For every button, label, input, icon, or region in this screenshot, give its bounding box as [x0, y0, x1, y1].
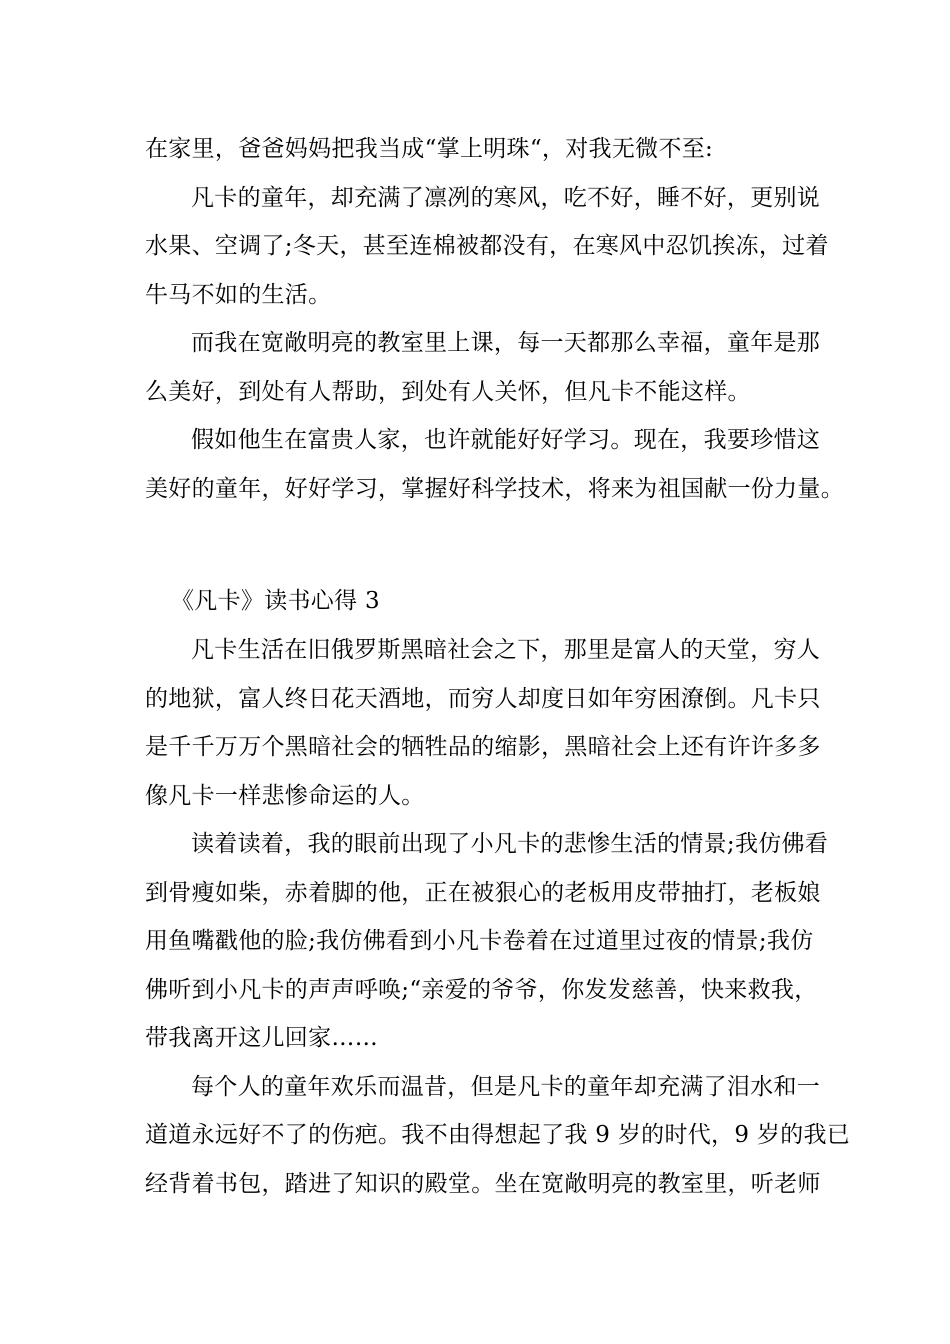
text-line: 的地狱，富人终日花天酒地，而穷人却度日如年穷困潦倒。凡卡只	[145, 685, 821, 712]
section-heading-block	[145, 577, 825, 626]
text-line: 读着读着，我的眼前出现了小凡卡的悲惨生活的情景;我仿佛看	[191, 831, 829, 857]
text-line: 经背着书包，踏进了知识的殿堂。坐在宽敞明亮的教室里，听老师	[145, 1170, 821, 1197]
text-block-lower	[145, 626, 851, 1208]
text-line: 而我在宽敞明亮的教室里上课，每一天都那么幸福，童年是那	[191, 330, 821, 356]
text-line: 凡卡的童年，却充满了凛冽的寒风，吃不好，睡不好，更别说	[191, 184, 821, 211]
text-block-upper	[145, 125, 844, 513]
text-line: 到骨瘦如柴，赤着脚的他，正在被狠心的老板用皮带抽打，老板娘	[145, 879, 821, 906]
text-line: 美好的童年，好好学习，掌握好科学技术，将来为祖国献一份力量。	[145, 475, 844, 502]
text-line: 像凡卡一样悲惨命运的人。	[145, 782, 425, 809]
text-line: 牛马不如的生活。	[145, 281, 332, 308]
text-line: 带我离开这儿回家……	[145, 1025, 378, 1051]
section-heading: 《凡卡》读书心得 3	[171, 588, 380, 614]
text-line: 道道永远好不了的伤疤。我不由得想起了我 9 岁的时代，9 岁的我已	[145, 1122, 851, 1148]
text-line: 是千千万万个黑暗社会的牺牲品的缩影，黑暗社会上还有许许多多	[145, 734, 821, 760]
text-line: 水果、空调了;冬天，甚至连棉被都没有，在寒风中忍饥挨冻，过着	[145, 233, 829, 259]
text-line: 在家里，爸爸妈妈把我当成“掌上明珠“，对我无微不至:	[145, 136, 714, 162]
text-line: 佛听到小凡卡的声声呼唤;“亲爱的爷爷，你发发慈善，快来救我，	[145, 976, 818, 1003]
text-line: 么美好，到处有人帮助，到处有人关怀，但凡卡不能这样。	[145, 378, 751, 405]
text-line: 用鱼嘴戳他的脸;我仿佛看到小凡卡卷着在过道里过夜的情景;我仿	[145, 928, 814, 954]
text-line: 每个人的童年欢乐而温昔，但是凡卡的童年却充满了泪水和一	[191, 1073, 821, 1100]
text-line: 凡卡生活在旧俄罗斯黑暗社会之下，那里是富人的天堂，穷人	[191, 637, 821, 663]
text-line: 假如他生在富贵人家，也许就能好好学习。现在，我要珍惜这	[191, 427, 821, 453]
